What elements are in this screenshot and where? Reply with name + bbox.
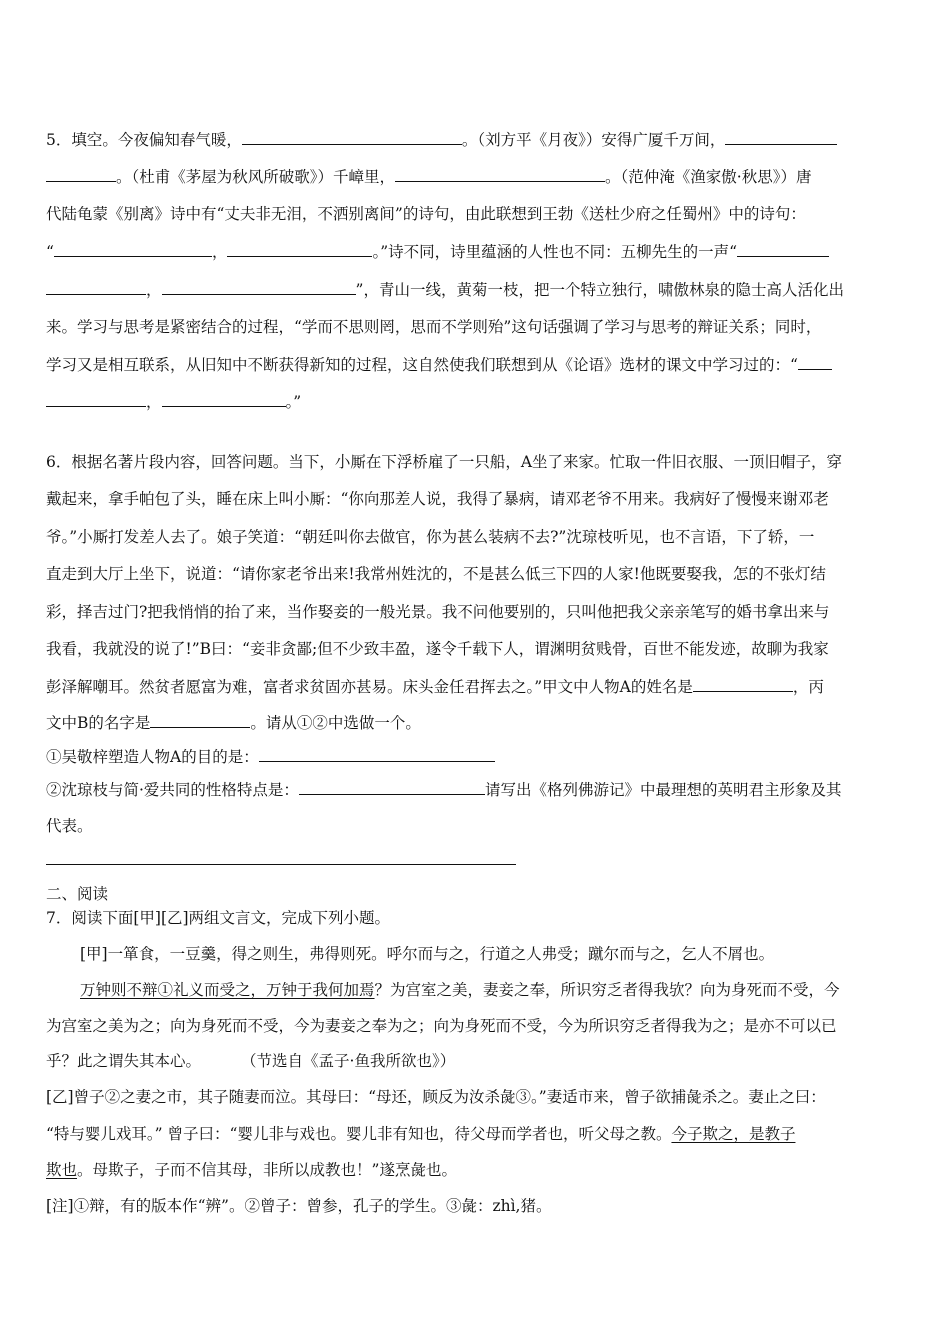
q5-text: 代陆龟蒙《别离》诗中有“丈夫非无泪，不洒别离间”的诗句，由此联想到王勃《送杜少府之任蜀州》中的诗句：	[46, 205, 806, 223]
q7-text: 7．阅读下面[甲][乙]两组文言文，完成下列小题。	[46, 909, 391, 927]
answer-blank[interactable]	[299, 779, 485, 795]
q7-yi-line-3	[46, 1160, 457, 1180]
q7-text: ？为宫室之美，妻妾之奉，所识穷乏者得我欤？向为身死而不受，今	[374, 981, 840, 999]
q5-line-3	[46, 204, 806, 224]
q6-line-2	[46, 489, 829, 509]
q7-source: （节选自《孟子·鱼我所欲也》）	[241, 1052, 456, 1070]
q6-text: 文中B的名字是	[46, 714, 151, 732]
answer-blank[interactable]	[798, 354, 832, 370]
q6-text: 直走到大厅上坐下，说道：“请你家老爷出来!我常州姓沈的，不是甚么低三下四的人家!他既要娶我，怎的不张灯结	[46, 565, 826, 583]
q6-text: ②沈琼枝与简·爱共同的性格特点是：	[46, 781, 299, 799]
answer-blank[interactable]	[46, 391, 146, 407]
q7-yi-line-1	[46, 1087, 826, 1107]
answer-blank[interactable]	[242, 129, 462, 145]
answer-blank[interactable]	[259, 746, 495, 762]
q6-line-11	[46, 816, 93, 836]
q5-text: 来。学习与思考是紧密结合的过程，“学而不思则罔，思而不学则殆”这句话强调了学习与思考的辩证关系；同时，	[46, 318, 822, 336]
q6-text: ，丙	[792, 678, 824, 696]
q6-text: 爷。”小厮打发差人去了。娘子笑道：“朝廷叫你去做官，你为甚么装病不去?”沈琼枝听见，也不言语，下了轿，一	[46, 528, 815, 546]
q5-text: 。”	[285, 393, 302, 411]
section-title	[46, 884, 108, 904]
q6-line-7	[46, 676, 824, 697]
q7-note-text: [注]①辩，有的版本作“辨”。②曾子：曾参，孔子的学生。③彘：zhì,猪。	[46, 1197, 552, 1215]
answer-blank[interactable]	[162, 391, 286, 407]
q7-jia-line-4	[46, 1051, 455, 1071]
q5-text: 学习又是相互联系，从旧知中不断获得新知的过程，这自然使我们联想到从《论语》选材的课文中学习过的：“	[46, 356, 798, 374]
q7-underlined-text: 今子欺之，是教子	[671, 1125, 796, 1143]
q5-line-4	[46, 241, 829, 262]
q5-text: ，	[211, 243, 228, 261]
q7-text: 。母欺子，子而不信其母，非所以成教也！”遂烹彘也。	[77, 1161, 457, 1179]
q5-text: 5．填空。今夜偏知春气暖，	[46, 131, 242, 149]
q7-title	[46, 908, 390, 928]
q7-underlined-text: 欺也	[46, 1161, 78, 1179]
q5-line-6	[46, 317, 821, 337]
q5-text: ，	[146, 393, 162, 411]
q6-text: 戴起来，拿手帕包了头，睡在床上叫小厮：“你向那差人说，我得了暴病，请邓老爷不用来。我病好了慢慢来谢邓老	[46, 490, 829, 508]
q6-line-5	[46, 602, 829, 622]
answer-blank[interactable]	[693, 676, 793, 692]
answer-blank[interactable]	[725, 129, 837, 145]
q5-text: ，	[146, 281, 162, 299]
q6-text: 彩，择吉过门?把我悄悄的抬了来，当作娶妾的一般光景。我不问他要别的，只叫他把我父亲亲笔写的婚书拿出来与	[46, 603, 830, 621]
q6-line-4	[46, 564, 826, 584]
q7-text: [乙]曾子②之妻之市，其子随妻而泣。其母曰：“母还，顾反为汝杀彘③。”妻适市来，曾子欲捕彘杀之。妻止之曰：	[46, 1088, 826, 1106]
q5-line-5	[46, 279, 844, 300]
q6-text: ①吴敬梓塑造人物A的目的是：	[46, 748, 259, 766]
answer-blank[interactable]	[46, 279, 146, 295]
answer-blank[interactable]	[150, 712, 250, 728]
q6-line-6	[46, 639, 829, 659]
q7-underlined-text: 万钟则不辩①礼义而受之，万钟于我何加焉	[80, 981, 375, 999]
q7-text: “特与婴儿戏耳。” 曾子曰：“婴儿非与戏也。婴儿非有知也，待父母而学者也，听父母之教。	[46, 1125, 672, 1143]
answer-blank[interactable]	[54, 241, 212, 257]
q6-text: 彭泽解嘲耳。然贫者愿富为难，富者求贫固亦甚易。床头金任君挥去之。”甲文中人物A的姓名是	[46, 678, 693, 696]
q7-jia-line-2	[80, 980, 840, 1000]
q7-jia-line-3	[46, 1016, 837, 1036]
answer-blank[interactable]	[227, 241, 372, 257]
q5-line-8	[46, 391, 301, 412]
q5-text: 。（杜甫《茅屋为秋风所破歌》）千嶂里，	[116, 168, 396, 186]
q5-text: 。”诗不同，诗里蕴涵的人性也不同：五柳先生的一声“	[372, 243, 738, 261]
section-title-text: 二、阅读	[46, 885, 109, 903]
q7-text: 乎？此之谓失其本心。	[46, 1052, 202, 1070]
answer-blank[interactable]	[46, 166, 116, 182]
q6-line-8	[46, 712, 421, 733]
answer-blank[interactable]	[395, 166, 605, 182]
q7-jia-line-1	[80, 944, 774, 964]
q6-line-9	[46, 746, 495, 767]
q5-line-2	[46, 166, 811, 187]
q6-text: 请写出《格列佛游记》中最理想的英明君主形象及其	[484, 781, 842, 799]
q6-text: 。请从①②中选做一个。	[250, 714, 421, 732]
q6-text: 代表。	[46, 817, 93, 835]
q6-text: 6．根据名著片段内容，回答问题。当下，小厮在下浮桥雇了一只船，A坐了来家。忙取一件旧衣服、一顶旧帽子，穿	[46, 453, 843, 471]
q7-text: [甲]一箪食，一豆羹，得之则生，弗得则死。呼尔而与之，行道之人弗受；蹴尔而与之，乞人不屑也。	[80, 945, 775, 963]
q5-text: 。（刘方平《月夜》）安得广厦千万间，	[461, 131, 726, 149]
answer-line[interactable]	[46, 864, 516, 865]
q5-text: ”，青山一线，黄菊一枝，把一个特立独行，啸傲林泉的隐士高人活化出	[355, 281, 844, 299]
q5-text: “	[46, 243, 54, 261]
q5-line-1	[46, 129, 837, 150]
q5-text: 。（范仲淹《渔家傲·秋思》）唐	[605, 168, 812, 186]
q7-note	[46, 1196, 551, 1216]
q6-line-1	[46, 452, 842, 472]
q7-yi-line-2	[46, 1124, 795, 1144]
q6-line-10	[46, 779, 841, 800]
q7-text: 为宫室之美为之；向为身死而不受，今为妻妾之奉为之；向为身死而不受，今为所识穷乏者得我为之；是亦不可以已	[46, 1017, 837, 1035]
q5-line-7	[46, 354, 832, 375]
answer-blank[interactable]	[162, 279, 356, 295]
q6-line-3	[46, 527, 814, 547]
answer-blank[interactable]	[737, 241, 829, 257]
q6-text: 我看，我就没的说了!”B曰：“妾非贪鄙;但不少致丰盈，遂令千载下人，谓渊明贫贱骨，百世不能发迹，故聊为我家	[46, 640, 829, 658]
